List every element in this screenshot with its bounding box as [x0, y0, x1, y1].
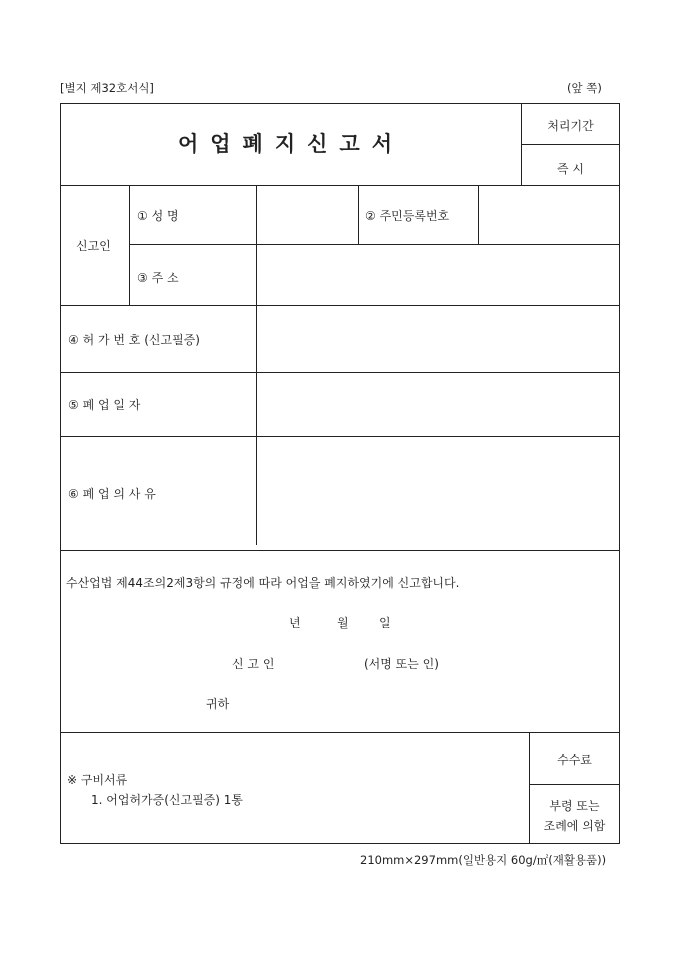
form-title: 어업폐지신고서: [177, 131, 404, 156]
reporter-label: 신 고 인: [232, 657, 275, 671]
applicant-group-label: 신고인: [76, 239, 111, 253]
paper-spec: 210mm×297mm(일반용지 60g/㎡(재활용품)): [360, 853, 607, 867]
month-label: 월: [337, 616, 349, 630]
processing-period-value: 즉 시: [557, 162, 584, 176]
report-form: [60, 103, 620, 844]
signature-note: (서명 또는 인): [364, 657, 439, 671]
form-number: [별지 제32호서식]: [60, 81, 154, 95]
closure-date-label: ⑤ 폐 업 일 자: [68, 398, 141, 412]
fee-label: 수수료: [557, 753, 592, 767]
required-document-item: 1. 어업허가증(신고필증) 1통: [91, 793, 243, 807]
closure-reason-label: ⑥ 폐 업 의 사 유: [68, 487, 156, 501]
required-documents-heading: ※ 구비서류: [67, 773, 128, 787]
page-side-label: (앞 쪽): [567, 81, 602, 95]
addressee-label: 귀하: [206, 697, 230, 711]
fee-value-line1: 부령 또는: [549, 799, 600, 813]
declaration-text: 수산업법 제44조의2제3항의 규정에 따라 어업을 폐지하였기에 신고합니다.: [66, 576, 460, 590]
day-label: 일: [379, 616, 391, 630]
fee-value-line2: 조례에 의함: [543, 819, 606, 833]
name-label: ① 성 명: [137, 209, 179, 223]
address-label: ③ 주 소: [137, 271, 179, 285]
license-number-label: ④ 허 가 번 호 (신고필증): [68, 333, 200, 347]
year-label: 년: [289, 616, 301, 630]
processing-period-label: 처리기간: [547, 119, 594, 133]
resident-id-label: ② 주민등록번호: [365, 209, 450, 223]
